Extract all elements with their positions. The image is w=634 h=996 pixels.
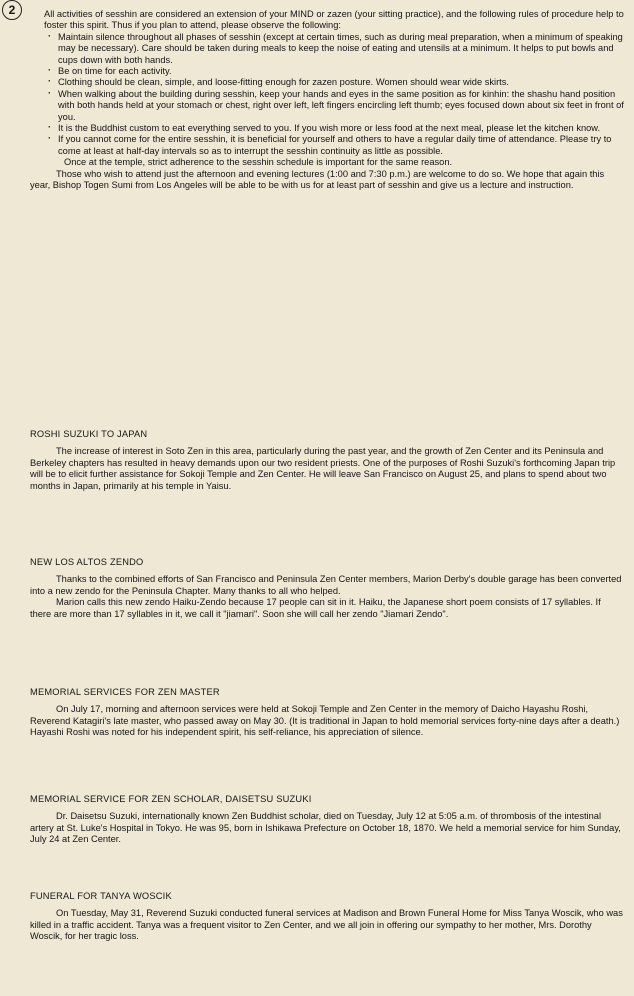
article-paragraph: Marion calls this new zendo Haiku-Zendo because 17 people can sit in it. Haiku, the Japanese short poem consists of 17 syllables. If there are more than 17 syllables in it, we call it "jiamari". Soon she will call her zendo "Jiamari Zendo".: [30, 597, 601, 619]
rule-item: · When walking about the building during sesshin, keep your hands and eyes in the same position as for kinhin: the shashu hand position with both hands held at your stomach or chest, right over left, left fingers encircling left thumb; eyes focused down about six feet in front of you.: [30, 89, 624, 123]
article-funeral-tanya-woscik: [30, 891, 624, 943]
article-paragraph: On July 17, morning and afternoon services were held at Sokoji Temple and Zen Center in the memory of Daicho Hayashu Roshi, Reverend Katagiri's late master, who passed away on May 30. (It is traditional in Japan to hold memorial services forty-nine days after a death.) Hayashi Roshi was noted for his independent spirit, his self-reliance, his appreciation of silence.: [30, 704, 620, 738]
sesshin-rules: [30, 9, 624, 192]
article-paragraph: Dr. Daisetsu Suzuki, internationally known Zen Buddhist scholar, died on Tuesday, July 12 at 5:05 a.m. of thrombosis of the intestinal artery at St. Luke's Hospital in Tokyo. He was 95, born in Ishikawa Prefecture on October 18, 1870. We held a memorial service for him Sunday, July 24 at Zen Center.: [30, 811, 621, 845]
article-heading: MEMORIAL SERVICE FOR ZEN SCHOLAR, DAISETSU SUZUKI: [30, 794, 312, 804]
lecture-paragraph: Those who wish to attend just the afternoon and evening lectures (1:00 and 7:30 p.m.) are welcome to do so. We hope that again this year, Bishop Togen Sumi from Los Angeles will be able to be with us for at least part of sesshin and give us a lecture and instruction.: [30, 168, 605, 191]
article-paragraph: The increase of interest in Soto Zen in this area, particularly during the past year, and the growth of Zen Center and its Peninsula and Berkeley chapters has resulted in heavy demands upon our two resident priests. One of the purposes of Roshi Suzuki's forthcoming Japan trip will be to elicit further assistance for Sokoji Temple and Zen Center. He will leave San Francisco on August 25, and plans to spend about two months in Japan, primarily at his temple in Yaisu.: [30, 446, 616, 491]
article-memorial-daisetsu-suzuki: [30, 794, 624, 846]
page-number: 2: [2, 0, 22, 20]
rule-item: · If you cannot come for the entire sesshin, it is beneficial for yourself and others to have a regular daily time of attendance. Please try to come at least at half-day intervals so as to interrupt the sesshin continuity as little as possible.: [30, 134, 624, 157]
article-heading: FUNERAL FOR TANYA WOSCIK: [30, 891, 172, 901]
rule-item: · It is the Buddhist custom to eat everything served to you. If you wish more or less food at the next meal, please let the kitchen know.: [30, 123, 624, 134]
rule-item: · Be on time for each activity.: [30, 66, 624, 77]
rule-item: · Clothing should be clean, simple, and loose-fitting enough for zazen posture. Women should wear wide skirts.: [30, 77, 624, 88]
article-heading: ROSHI SUZUKI TO JAPAN: [30, 429, 148, 439]
article-heading: MEMORIAL SERVICES FOR ZEN MASTER: [30, 687, 220, 697]
intro-paragraph: All activities of sesshin are considered an extension of your MIND or zazen (your sitting practice), and the following rules of procedure help to foster this spirit. Thus if you plan to attend, please observe the following:: [44, 9, 624, 31]
rule-item: · Maintain silence throughout all phases of sesshin (except at certain times, such as during meal preparation, when a minimum of speaking may be necessary). Care should be taken during meals to keep the noise of eating and utensils at a minimum. It helps to put bowls and cups down with both hands.: [30, 32, 624, 66]
article-memorial-zen-master: [30, 687, 624, 739]
article-roshi-suzuki: [30, 429, 624, 492]
temple-note: Once at the temple, strict adherence to the sesshin schedule is important for the same reason.: [64, 157, 453, 168]
article-heading: NEW LOS ALTOS ZENDO: [30, 557, 144, 567]
article-paragraph: On Tuesday, May 31, Reverend Suzuki conducted funeral services at Madison and Brown Funeral Home for Miss Tanya Woscik, who was killed in a traffic accident. Tanya was a frequent visitor to Zen Center, and we all join in offering our sympathy to her mother, Mrs. Dorothy Woscik, for her tragic loss.: [30, 908, 623, 942]
article-los-altos-zendo: [30, 557, 624, 620]
article-paragraph: Thanks to the combined efforts of San Francisco and Peninsula Zen Center members, Marion Derby's double garage has been converted into a new zendo for the Peninsula Chapter. Many thanks to all who helped.: [30, 574, 622, 596]
